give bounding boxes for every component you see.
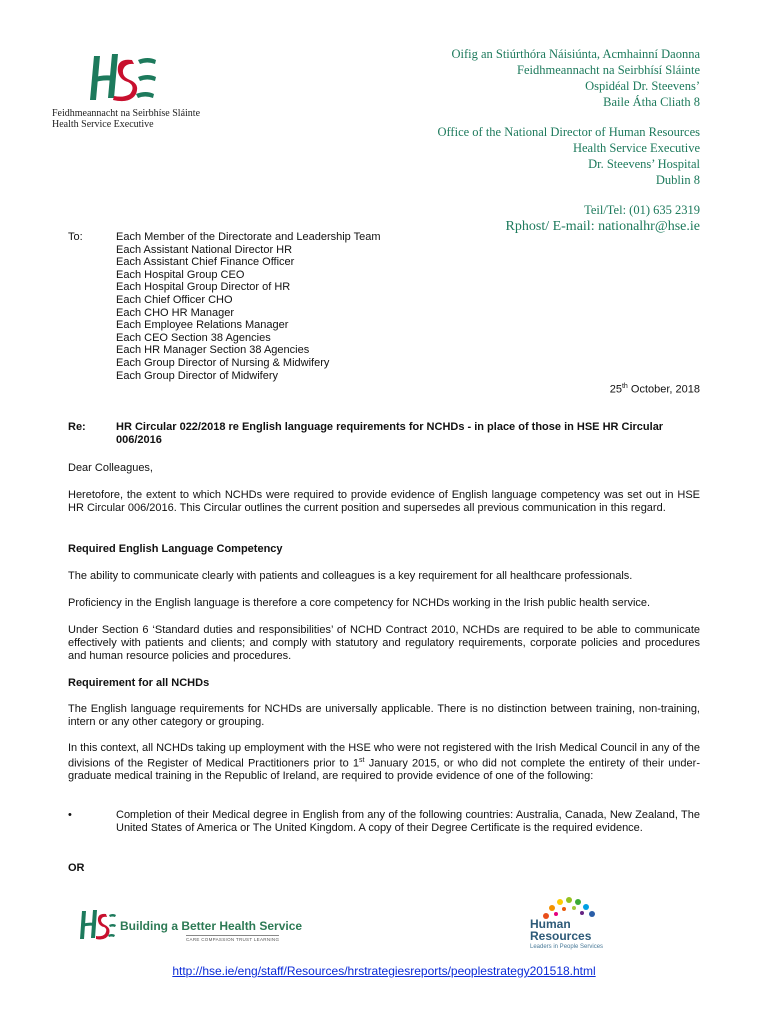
recipient-item: Each Group Director of Nursing & Midwifery [116,356,330,369]
recipient-item: Each HR Manager Section 38 Agencies [116,344,310,357]
address-irish-line: Oifig an Stiúrthóra Náisiúnta, Acmhainní Daonna [451,47,700,61]
recipient-item: Each Member of the Directorate and Leadership Team [116,231,381,243]
people-strategy-link[interactable]: http://hse.ie/eng/staff/Resources/hrstrategiesreports/peoplestrategy201518.html [172,964,596,978]
address-irish-line: Feidhmeannacht na Seirbhísí Sláinte [517,63,700,77]
recipient-item: Each Employee Relations Manager [116,319,289,332]
recipient-item: Each CEO Section 38 Agencies [116,331,271,344]
paragraph: In this context, all NCHDs taking up employment with the HSE who were not registered with the Irish Medical Council in any of the divisions of the Register of Medical Practitioners prior to 1st January 2015, or who did not complete the entirety of their under-graduate medical training in the Republic of Ireland, are required to provide evidence of one of the following: [68,742,700,783]
footer-hse-brand [76,905,303,945]
paragraph: The English language requirements for NCHDs are universally applicable. There is no distinction between training, non-training, intern or any other category or grouping. [68,703,700,728]
letter-date: 25th October, 2018 [609,383,700,396]
recipient-item: Each Hospital Group CEO [116,268,245,281]
recipient-item: Each Assistant National Director HR [116,243,293,256]
hse-logo-icon [52,50,162,106]
logo-caption-english: Health Service Executive [52,119,154,130]
footer-hr-brand [528,896,628,956]
salutation: Dear Colleagues, [68,462,153,474]
address-irish-line: Ospidéal Dr. Steevens’ [585,79,700,93]
recipient-item: Each Hospital Group Director of HR [116,281,291,294]
recipient-item: Each Group Director of Midwifery [116,369,278,382]
bullet-item: Completion of their Medical degree in English from any of the following countries: Australia, Canada, New Zealand, The United States of America or The United Kingdom. A copy of their Degree Certificate is the required evidence. [116,809,700,834]
hr-wordmark: Human Resources [530,917,592,943]
address-irish-line: Baile Átha Cliath 8 [603,95,700,109]
recipient-item: Each Assistant Chief Finance Officer [116,256,295,269]
recipient-item: Each Chief Officer CHO [116,293,233,306]
telephone: Teil/Tel: (01) 635 2319 [584,203,700,217]
address-english-line: Health Service Executive [572,141,700,155]
recipient-list [116,231,381,382]
paragraph: Under Section 6 ‘Standard duties and responsibilities’ of NCHD Contract 2010, NCHDs are required to be able to communicate effectively with patients and clients; and comply with statutory and regulatory requirements, corporate policies and procedures and human resource policies and procedures. [68,624,700,662]
logo-caption [52,108,202,130]
address-english-line: Dublin 8 [655,173,700,187]
logo-caption-irish: Feidhmeannacht na Seirbhíse Sláinte [52,108,201,119]
or-label: OR [68,862,85,874]
address-english-line: Dr. Steevens’ Hospital [588,157,700,171]
address-english-line: Office of the National Director of Human Resources [437,125,700,139]
paragraph: Proficiency in the English language is therefore a core competency for NCHDs working in the Irish public health service. [68,597,651,609]
footer-values: CARE COMPASSION TRUST LEARNING [186,937,280,942]
re-label: Re: [68,421,86,433]
sender-address [437,46,700,236]
hr-tagline: Leaders in People Services [530,944,604,950]
email: Rphost/ E-mail: nationalhr@hse.ie [505,219,700,234]
hse-small-logo-icon [76,907,116,943]
to-label: To: [68,231,83,243]
footer-slogan: Building a Better Health Service [120,919,303,933]
paragraph: Heretofore, the extent to which NCHDs were required to provide evidence of English language competency was set out in HSE HR Circular 006/2016. This Circular outlines the current position and supersedes all previous communication in this regard. [68,489,700,514]
paragraph: The ability to communicate clearly with patients and colleagues is a key requirement for all healthcare professionals. [68,570,633,582]
recipient-item: Each CHO HR Manager [116,306,234,319]
bullet-mark: • [68,809,72,821]
hse-logo [52,50,202,130]
section-heading: Requirement for all NCHDs [68,677,210,689]
subject-line: HR Circular 022/2018 re English language requirements for NCHDs - in place of those in HSE HR Circular 006/2016 [116,421,664,446]
section-heading: Required English Language Competency [68,543,283,555]
